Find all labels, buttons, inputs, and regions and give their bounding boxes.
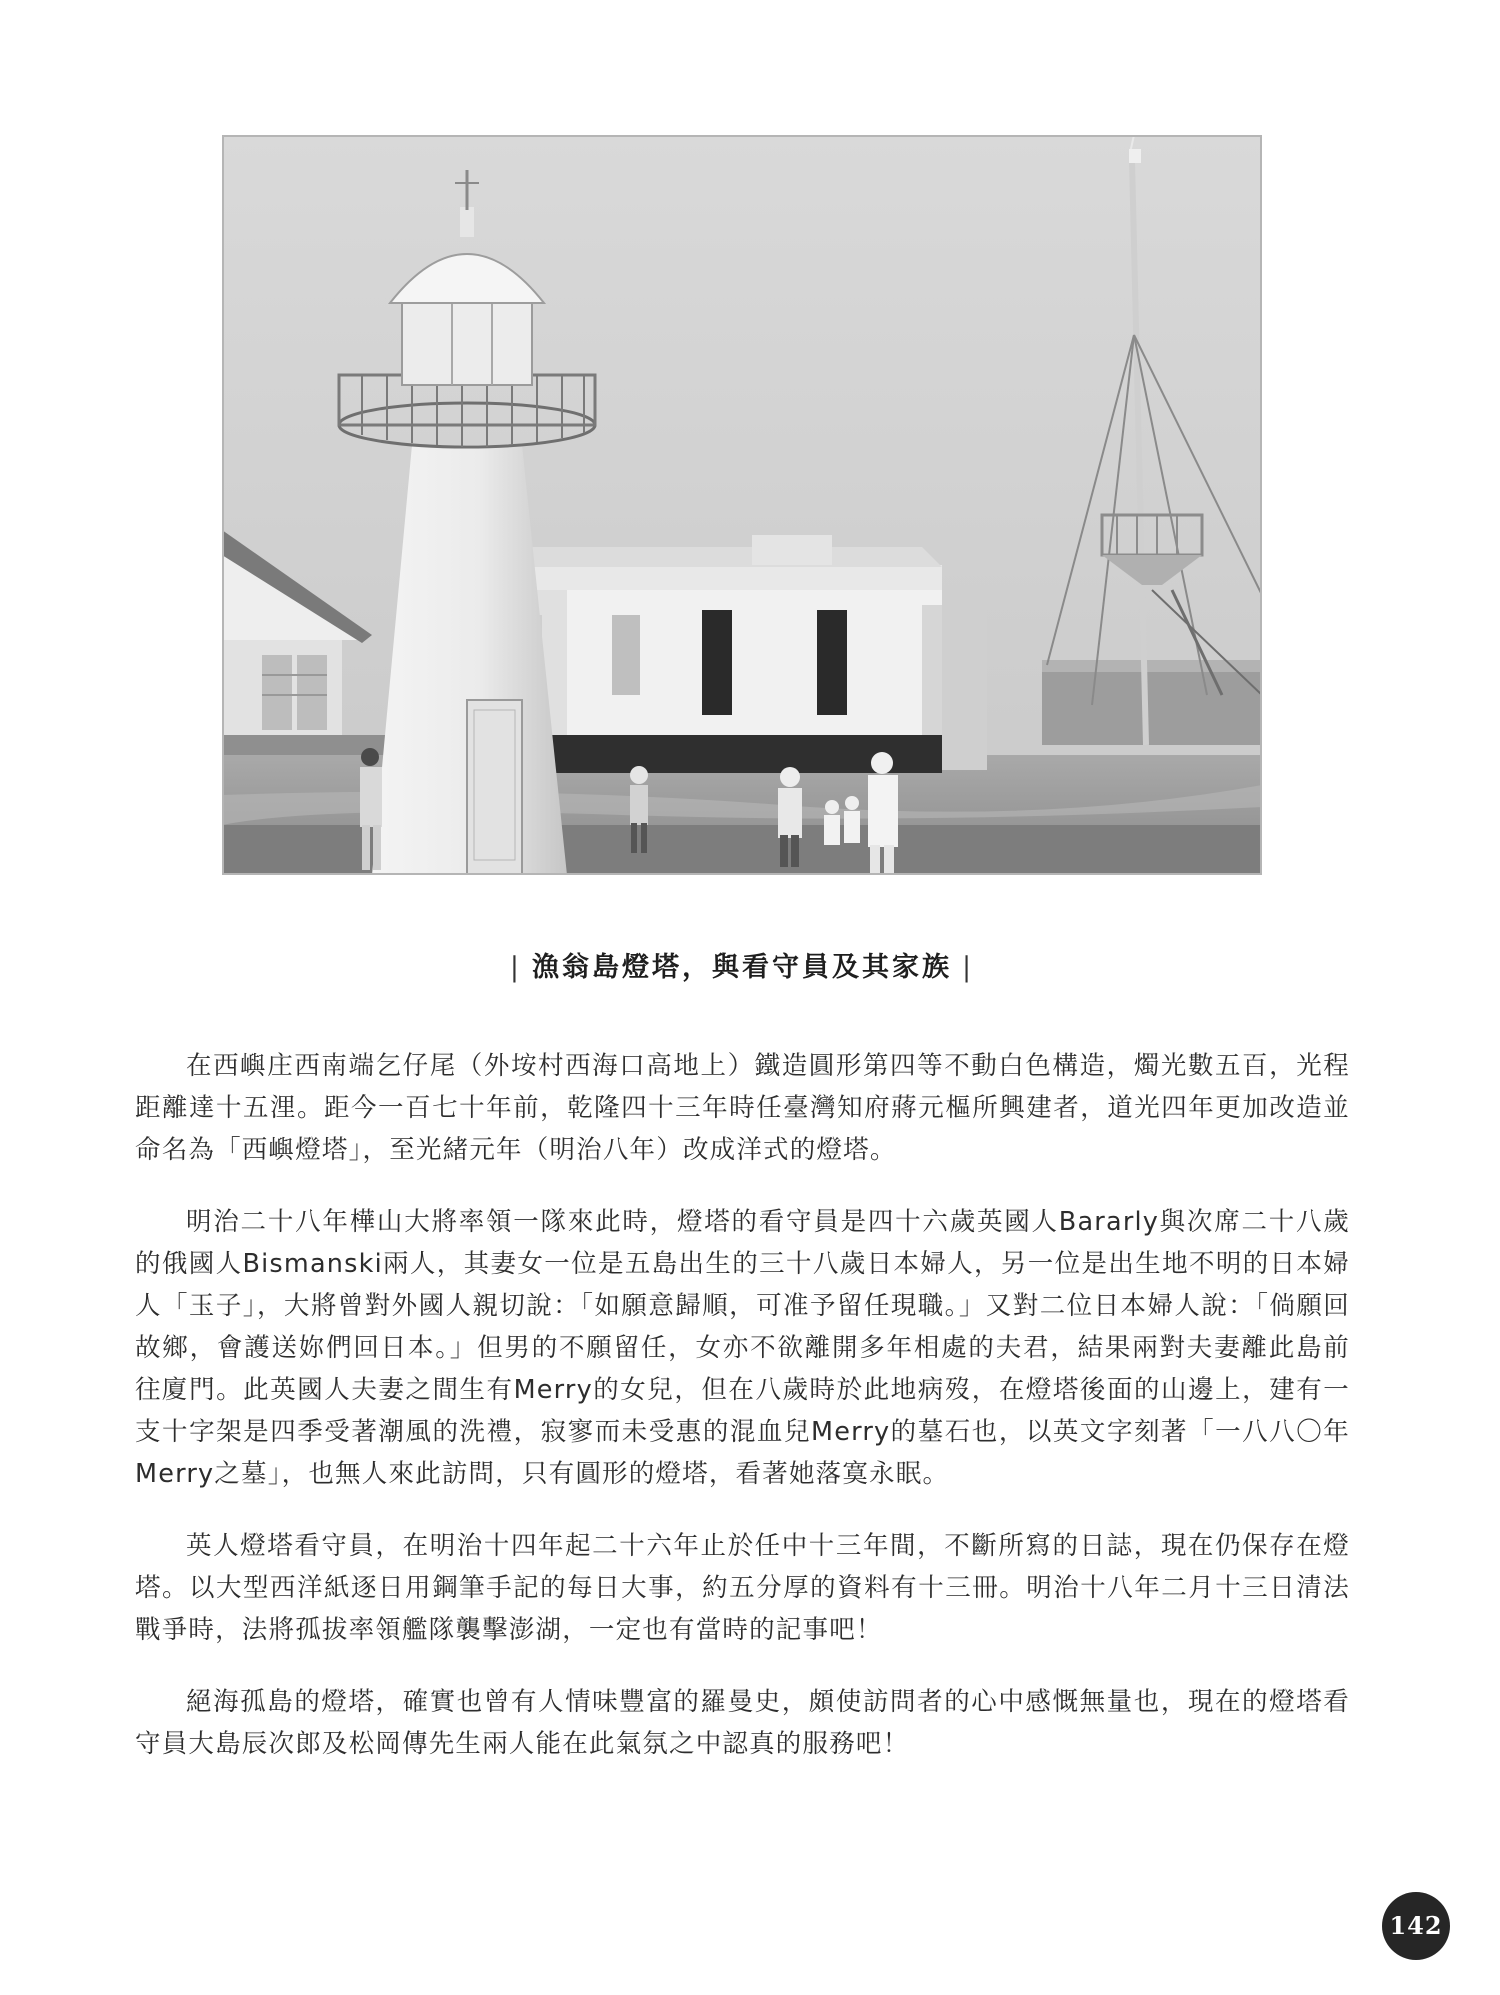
caption-bar-right: | bbox=[962, 952, 975, 983]
paragraph-4: 絕海孤島的燈塔，確實也曾有人情味豐富的羅曼史，頗使訪問者的心中感慨無量也，現在的燈塔看守員大島辰次郎及松岡傳先生兩人能在此氣氛之中認真的服務吧！ bbox=[135, 1687, 1350, 1759]
paragraph-2: 明治二十八年樺山大將率領一隊來此時，燈塔的看守員是四十六歲英國人Bararly與次席二十八歲的俄國人Bismanski兩人，其妻女一位是五島出生的三十八歲日本婦人，另一位是出生地不明的日本婦人「玉子」，大將曾對外國人親切說：「如願意歸順，可准予留任現職。」又對二位日本婦人說：「倘願回故鄉，會護送妳們回日本。」但男的不願留任，女亦不欲離開多年相處的夫君，結果兩對夫妻離此島前往廈門。此英國人夫妻之間生有Merry的女兒，但在八歲時於此地病歿，在燈塔後面的山邊上，建有一支十字架是四季受著潮風的洗禮，寂寥而未受惠的混血兒Merry的墓石也，以英文字刻著「一八八〇年Merry之墓」，也無人來此訪問，只有圓形的燈塔，看著她落寞永眠。 bbox=[135, 1207, 1350, 1489]
caption-bar-left: | bbox=[509, 952, 522, 983]
caption-text: 漁翁島燈塔，與看守員及其家族 bbox=[532, 952, 952, 983]
photo-caption bbox=[222, 945, 1262, 984]
lighthouse-photo-drawing bbox=[222, 135, 1262, 875]
paragraph-1: 在西嶼庄西南端乞仔尾（外垵村西海口高地上）鐵造圓形第四等不動白色構造，燭光數五百，光程距離達十五浬。距今一百七十年前，乾隆四十三年時任臺灣知府蔣元樞所興建者，道光四年更加改造並命名為「西嶼燈塔」，至光緒元年（明治八年）改成洋式的燈塔。 bbox=[135, 1051, 1350, 1165]
article-body bbox=[135, 1045, 1350, 1795]
paragraph-3: 英人燈塔看守員，在明治十四年起二十六年止於任中十三年間，不斷所寫的日誌，現在仍保存在燈塔。以大型西洋紙逐日用鋼筆手記的每日大事，約五分厚的資料有十三冊。明治十八年二月十三日清法戰爭時，法將孤拔率領艦隊襲擊澎湖，一定也有當時的記事吧！ bbox=[135, 1531, 1350, 1645]
lighthouse-photo bbox=[222, 135, 1262, 875]
page-number-badge: 142 bbox=[1382, 1892, 1450, 1960]
